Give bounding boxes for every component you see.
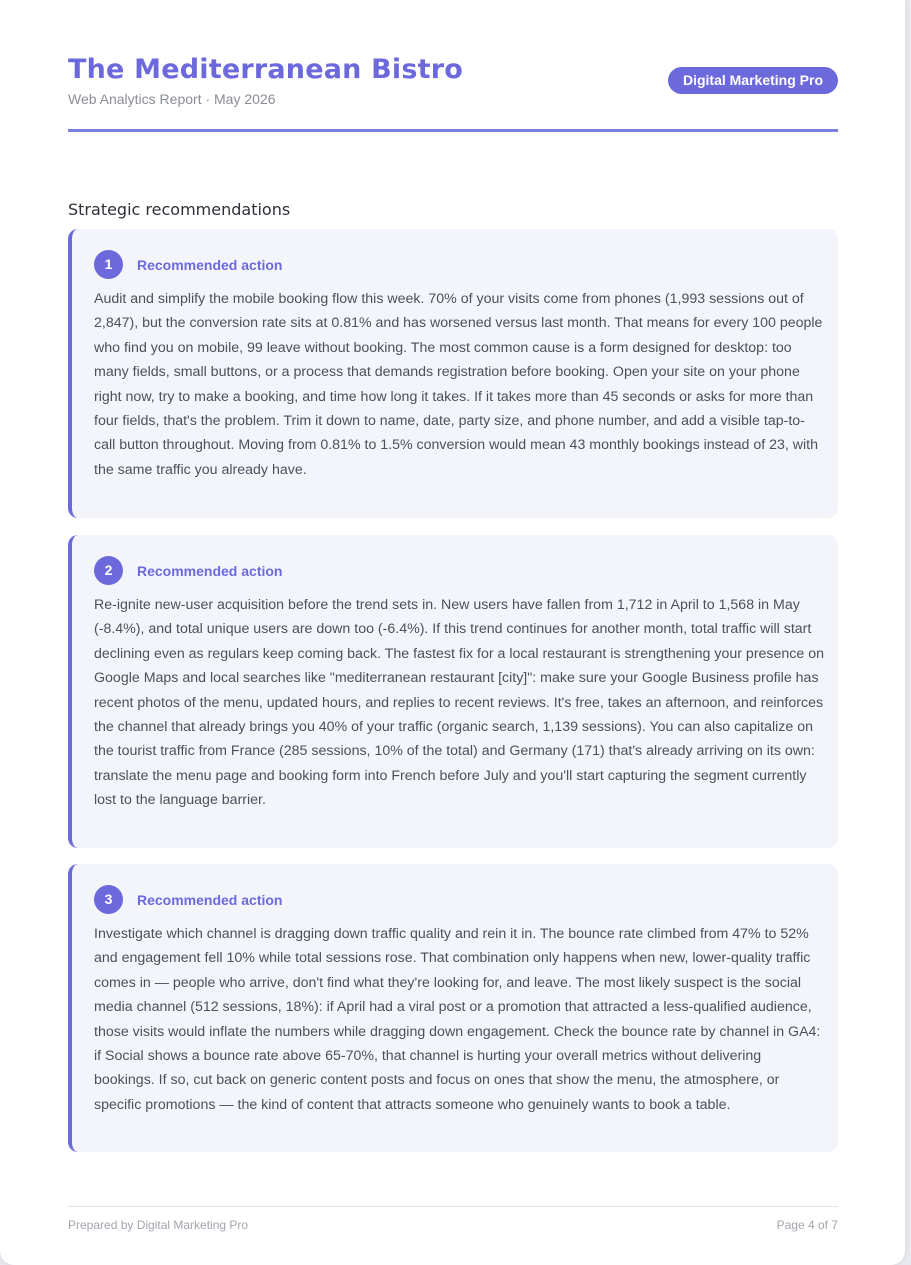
report-footer [68, 1206, 838, 1232]
recommendation-card-2 [68, 535, 838, 848]
recommendation-header [94, 250, 282, 279]
recommendation-card-1 [68, 229, 838, 518]
report-subtitle: Web Analytics Report · May 2026 [68, 91, 276, 107]
report-header [68, 52, 838, 132]
footer-prepared-by: Prepared by Digital Marketing Pro [68, 1218, 249, 1232]
recommendation-number-badge: 1 [94, 250, 123, 279]
report-title: The Mediterranean Bistro [68, 54, 464, 85]
footer-page-number: Page 4 of 7 [776, 1218, 838, 1232]
recommendation-label: Recommended action [137, 256, 283, 273]
recommendation-number-badge: 2 [94, 556, 123, 585]
section-title: Strategic recommendations [68, 200, 291, 219]
recommendation-text: Investigate which channel is dragging down traffic quality and rein it in. The bounce rate climbed from 47% to 52% and engagement fell 10% while total sessions rose. That combination only happens when new, lower-quality traffic comes in — people who arrive, don't find what they're looking for, and leave. The most likely suspect is the social media channel (512 sessions, 18%): if April had a viral post or a promotion that attracted a less-qualified audience, those visits would inflate the numbers while dragging down engagement. Check the bounce rate by channel in GA4: if Social shows a bounce rate above 65-70%, that channel is hurting your overall metrics without delivering bookings. If so, cut back on generic content posts and focus on ones that show the menu, the atmosphere, or specific promotions — the kind of content that attracts someone who genuinely wants to book a table. [94, 926, 821, 1113]
recommendation-header [94, 885, 282, 914]
recommendation-label: Recommended action [137, 891, 283, 908]
recommendation-number-badge: 3 [94, 885, 123, 914]
brand-badge: Digital Marketing Pro [668, 67, 838, 94]
recommendation-text: Audit and simplify the mobile booking flow this week. 70% of your visits come from phones (1,993 sessions out of 2,847), but the conversion rate sits at 0.81% and has worsened versus last month. That means for every 100 people who find you on mobile, 99 leave without booking. The most common cause is a form designed for desktop: too many fields, small buttons, or a process that demands registration before booking. Open your site on your phone right now, try to make a booking, and time how long it takes. If it takes more than 45 seconds or asks for more than four fields, that's the problem. Trim it down to name, date, party size, and phone number, and add a visible tap-to-call button throughout. Moving from 0.81% to 1.5% conversion would mean 43 monthly bookings instead of 23, with the same traffic you already have. [94, 291, 823, 478]
recommendation-label: Recommended action [137, 562, 283, 579]
recommendation-text: Re-ignite new-user acquisition before the trend sets in. New users have fallen from 1,712 in April to 1,568 in May (-8.4%), and total unique users are down too (-6.4%). If this trend continues for another month, total traffic will start declining even as regulars keep coming back. The fastest fix for a local restaurant is strengthening your presence on Google Maps and local searches like "mediterranean restaurant [city]": make sure your Google Business profile has recent photos of the menu, updated hours, and replies to recent reviews. It's free, takes an afternoon, and reinforces the channel that already brings you 40% of your traffic (organic search, 1,139 sessions). You can also capitalize on the tourist traffic from France (285 sessions, 10% of the total) and Germany (171) that's already arriving on its own: translate the menu page and booking form into French before July and you'll start capturing the segment currently lost to the language barrier. [94, 597, 825, 809]
recommendation-card-3 [68, 864, 838, 1152]
recommendation-header [94, 556, 282, 585]
